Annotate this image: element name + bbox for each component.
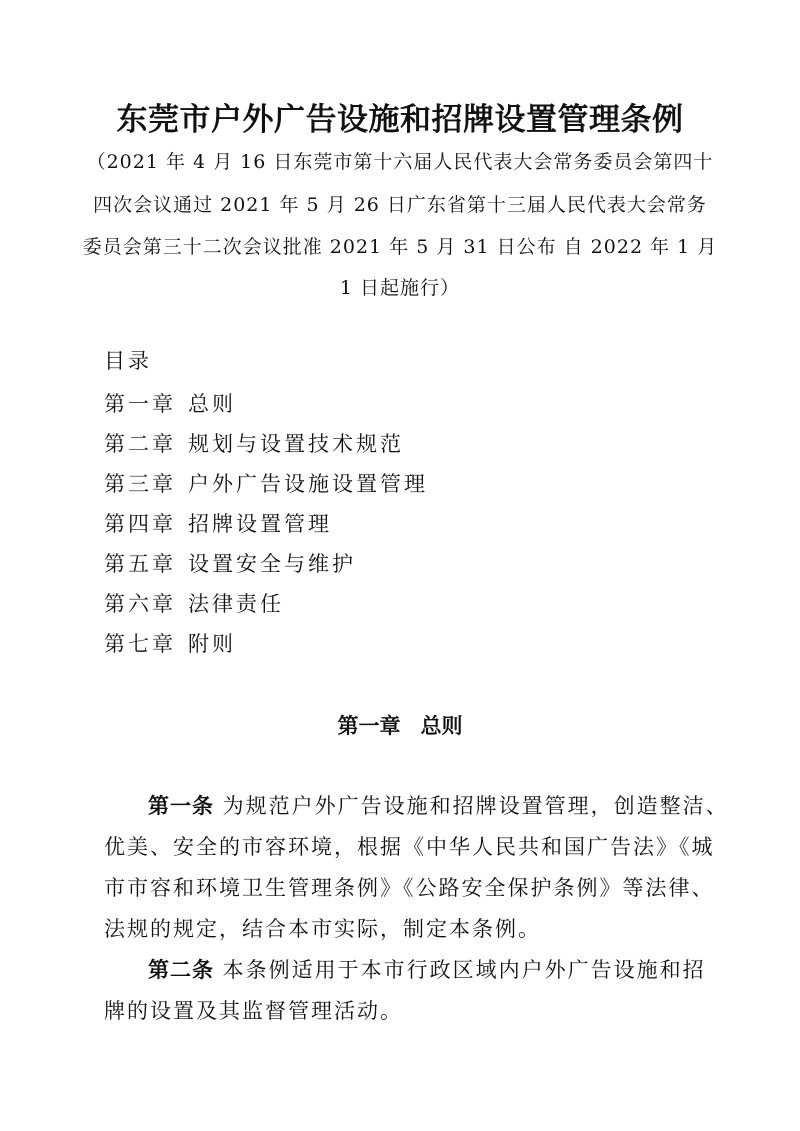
toc-item-number: 第七章: [104, 632, 176, 656]
toc-item-title: 附则: [188, 632, 236, 656]
toc-item-title: 总则: [188, 392, 236, 416]
toc-item-title: 招牌设置管理: [188, 512, 332, 536]
toc-heading: 目录: [104, 349, 152, 373]
article-label: 第二条: [148, 958, 214, 982]
toc-item: [104, 549, 356, 579]
toc-item-number: 第六章: [104, 592, 176, 616]
chapter-title: 总则: [420, 714, 463, 738]
toc-item-number: 第五章: [104, 552, 176, 576]
article-text: 为规范户外广告设施和招牌设置管理，创造整洁、: [214, 794, 729, 818]
toc-item: [104, 389, 236, 419]
document-title: 东莞市户外广告设施和招牌设置管理条例: [116, 102, 684, 138]
toc-item-title: 规划与设置技术规范: [188, 432, 404, 456]
document-subtitle-line: 1 日起施行）: [339, 277, 461, 299]
toc-item-number: 第二章: [104, 432, 176, 456]
toc-item: [104, 429, 404, 459]
document-subtitle-line: 四次会议通过 2021 年 5 月 26 日广东省第十三届人民代表大会常务: [93, 194, 707, 216]
article-line: [104, 955, 748, 985]
toc-item-title: 户外广告设施设置管理: [188, 472, 428, 496]
article-line: 优美、安全的市容环境，根据《中华人民共和国广告法》《城: [104, 835, 715, 859]
toc-item: [104, 589, 284, 619]
document-subtitle-line: 委员会第三十二次会议批准 2021 年 5 月 31 日公布 自 2022 年 1 月: [82, 236, 718, 258]
toc-item-title: 法律责任: [188, 592, 284, 616]
toc-item-number: 第四章: [104, 512, 176, 536]
toc-item-number: 第一章: [104, 392, 176, 416]
chapter-heading: [0, 711, 800, 741]
article-line: 市市容和环境卫生管理条例》《公路安全保护条例》等法律、: [104, 876, 715, 900]
toc-item-number: 第三章: [104, 472, 176, 496]
toc-item-title: 设置安全与维护: [188, 552, 356, 576]
toc-item: [104, 629, 236, 659]
article-label: 第一条: [148, 794, 214, 818]
toc-item: [104, 469, 428, 499]
article-text: 本条例适用于本市行政区域内户外广告设施和招: [214, 958, 706, 982]
article-line: 法规的规定，结合本市实际，制定本条例。: [104, 917, 541, 941]
article-line: [104, 791, 748, 821]
article-line: 牌的设置及其监督管理活动。: [104, 999, 403, 1023]
document-subtitle-line: （2021 年 4 月 16 日东莞市第十六届人民代表大会常务委员会第四十: [86, 151, 714, 173]
toc-item: [104, 509, 332, 539]
chapter-number: 第一章: [337, 714, 401, 738]
